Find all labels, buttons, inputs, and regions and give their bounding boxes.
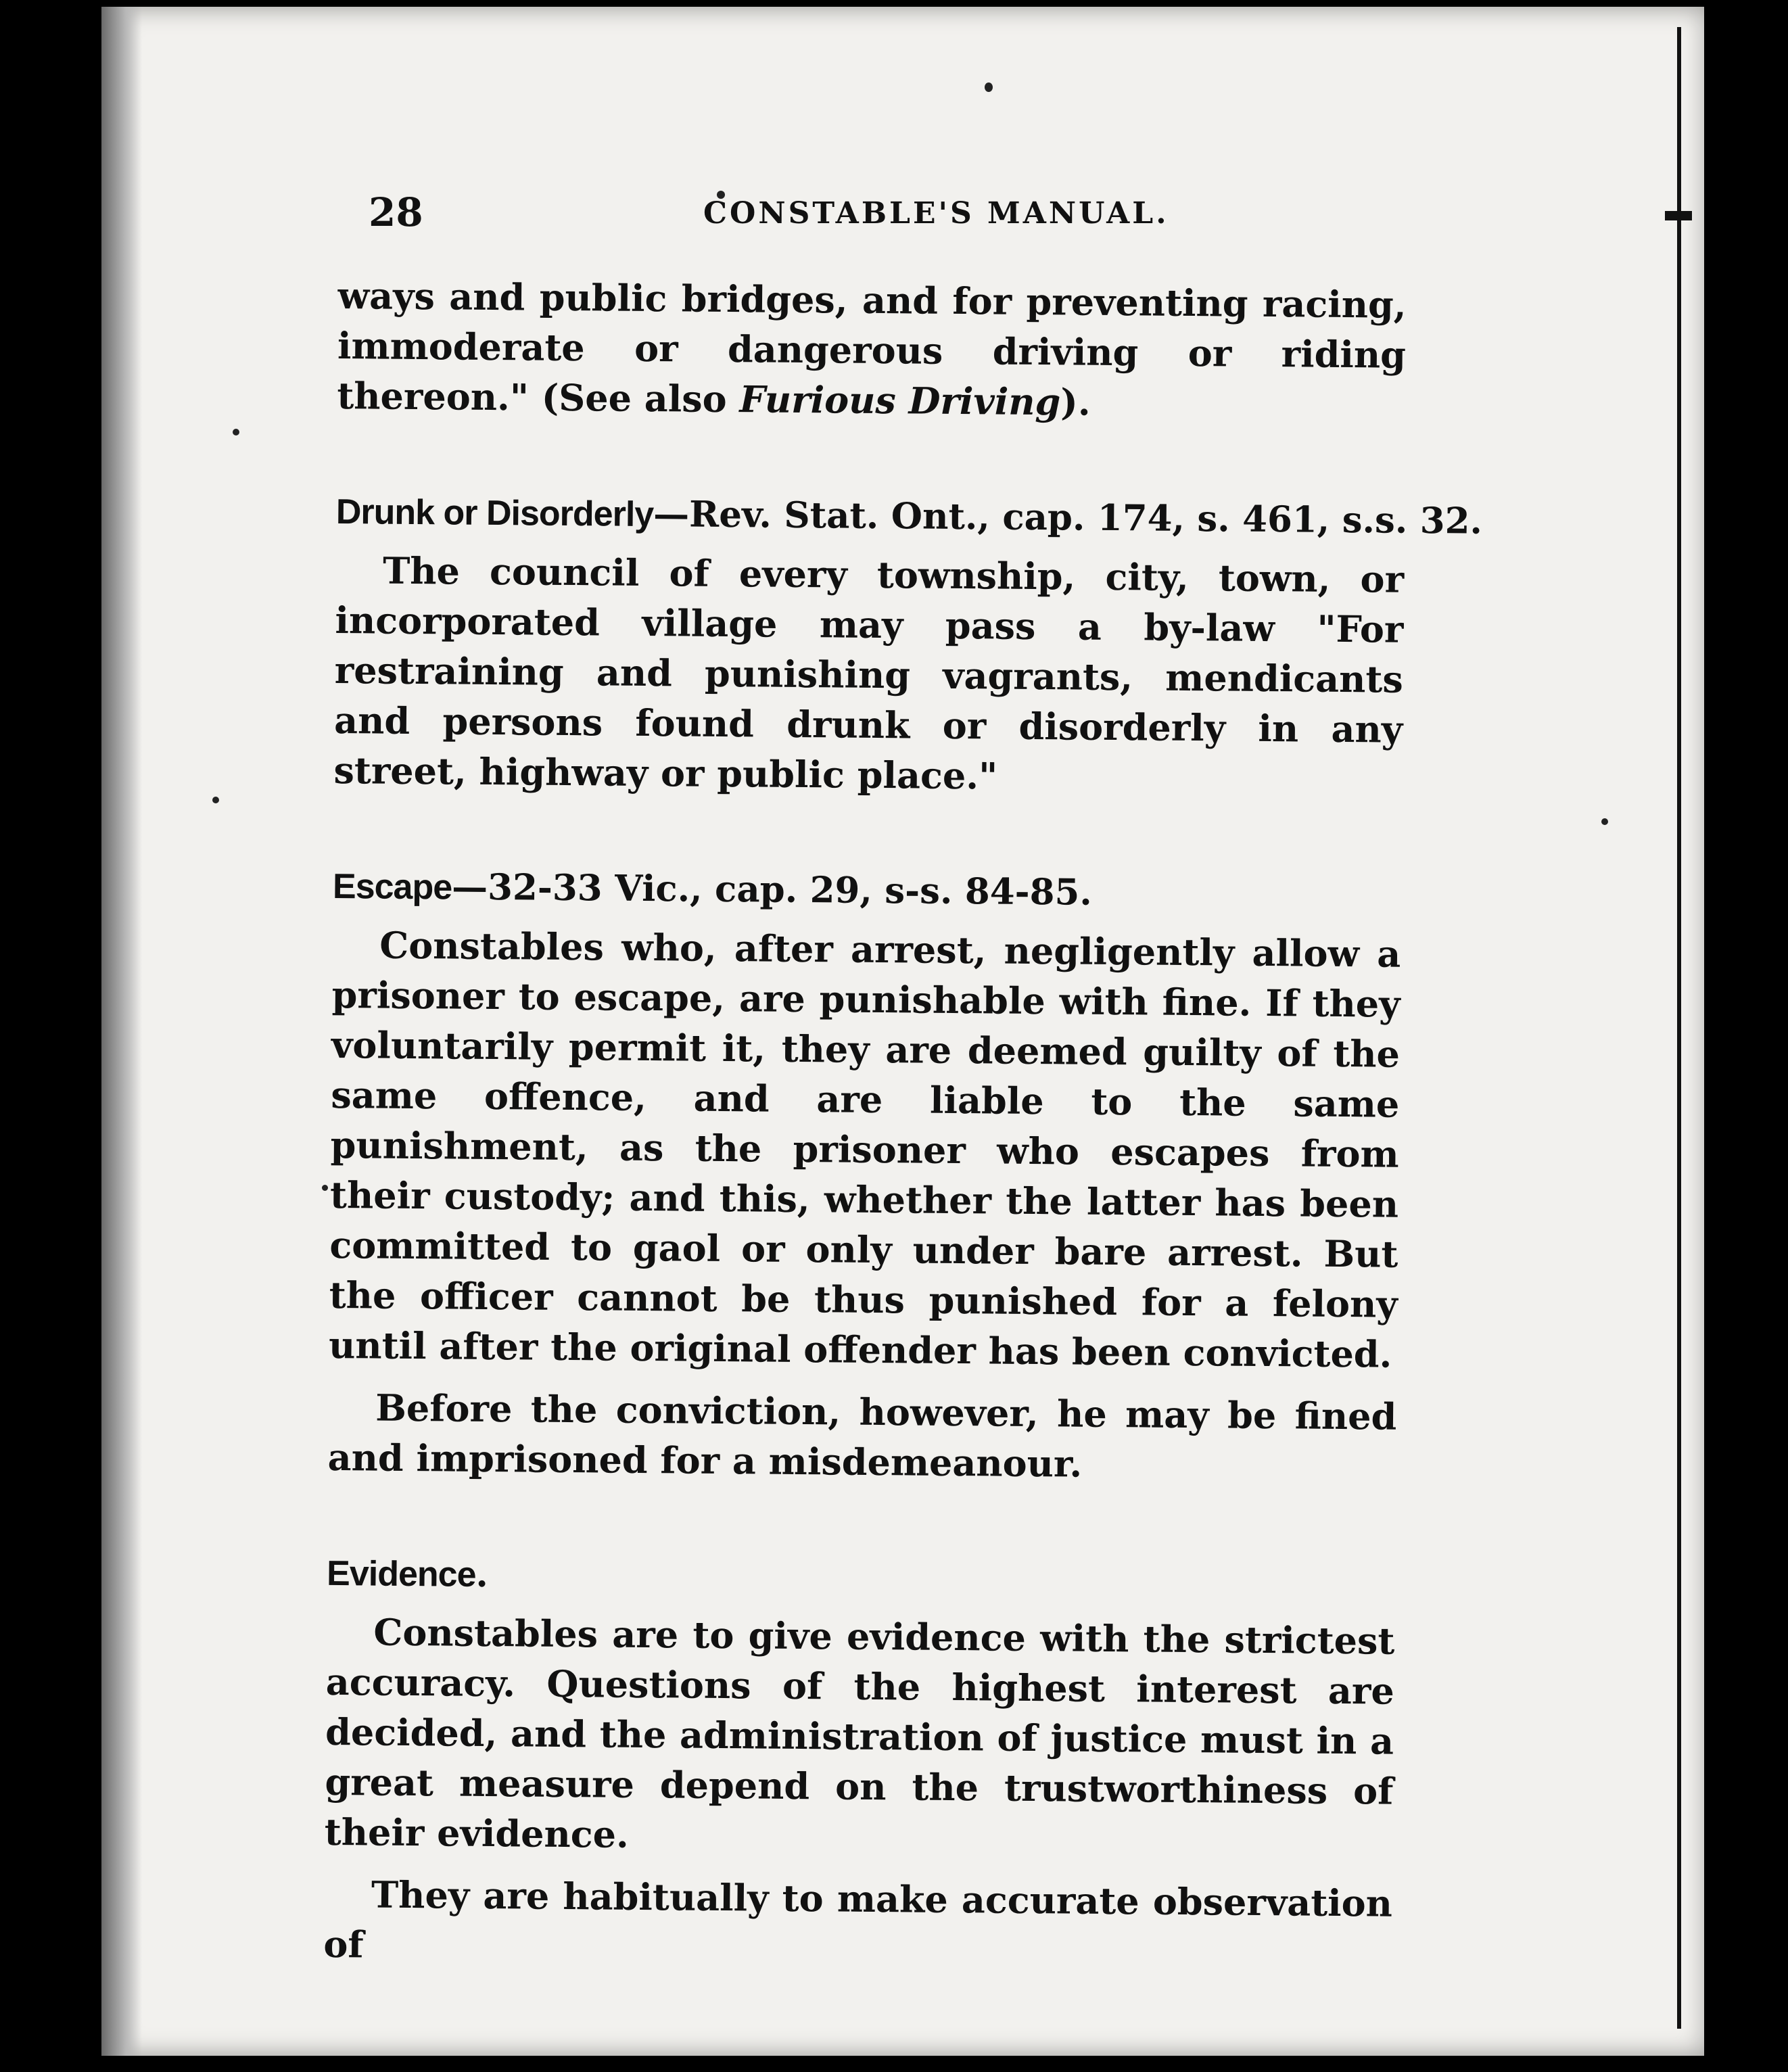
escape-paragraph-1: Constables who, after arrest, negligently allow a prisoner to escape, are punishable with fine. If they voluntarily permit it, they are deemed guilty of the same offence, and are liable to the same punishment, as the prisoner who escapes from their custody; and this, whether the latter has been committed to gaol or only under bare arrest. But the officer cannot be thus punished for a felony until after the original offender has been convicted. [328, 923, 1401, 1376]
page-edge-mark [1665, 211, 1692, 220]
print-speck [212, 797, 219, 803]
heading-citation: —32-33 Vic., cap. 29, s-s. 84-85. [451, 866, 1093, 914]
section-heading-evidence [327, 1547, 1396, 1608]
evidence-paragraph-1: Constables are to give evidence with the strictest accuracy. Questions of the highest interest are decided, and the administration of justice must in a great measure depend on the trustworthiness of their evidence. [324, 1610, 1395, 1856]
drunk-paragraph: The council of every township, city, town, or incorporated village may pass a by-law "For restraining and punishing vagrants, mendicants and persons found drunk or disorderly in any street, highway or public place." [333, 548, 1405, 798]
page-number: 28 [369, 189, 423, 235]
escape-paragraph-2: Before the conviction, however, he may be fined and imprisoned for a misdemeanour. [327, 1386, 1397, 1486]
heading-citation: —Rev. Stat. Ont., cap. 174, s. 461, s.s. 32. [653, 493, 1483, 542]
heading-text: Evidence [326, 1553, 476, 1595]
heading-period: . [475, 1553, 489, 1596]
heading-text: Drunk or Disorderly [335, 492, 654, 535]
page-edge-rule [1677, 27, 1681, 2029]
print-speck [322, 1185, 328, 1191]
continuation-text: ways and public bridges, and for preventing racing, immoderate or dangerous driving or riding thereon." (See also [337, 273, 1407, 421]
section-heading-drunk [335, 486, 1483, 546]
continuation-end: ). [1060, 380, 1091, 424]
continuation-paragraph [337, 270, 1407, 430]
page-body [323, 270, 1483, 1979]
heading-text: Escape [332, 866, 452, 908]
print-speck [233, 429, 239, 435]
running-header [369, 189, 1444, 243]
section-heading-escape [333, 860, 1402, 921]
cross-reference: Furious Driving [739, 377, 1061, 424]
evidence-paragraph-2: They are habitually to make accurate observation of [323, 1873, 1393, 1967]
print-speck [985, 83, 993, 92]
print-speck [1601, 818, 1608, 825]
page-gutter-shadow [101, 7, 142, 2056]
running-title: CONSTABLE'S MANUAL. [703, 196, 1169, 231]
